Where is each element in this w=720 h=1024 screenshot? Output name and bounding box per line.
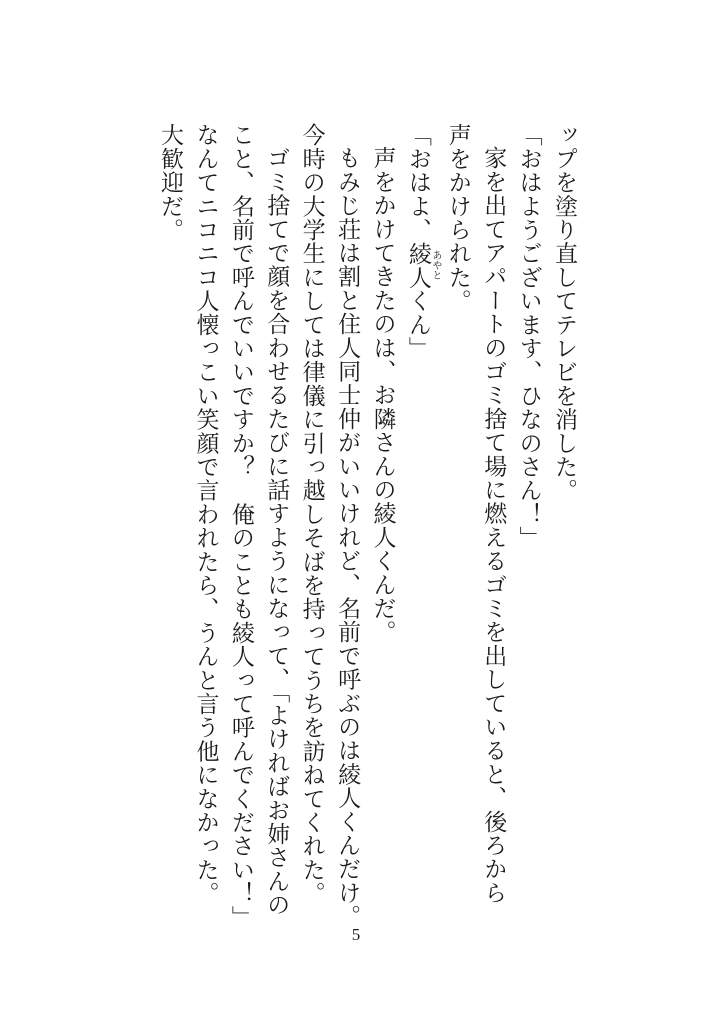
text-line: ップを塗り直してテレビを消した。: [552, 123, 577, 503]
text-line: ゴミ捨てで顔を合わせるたびに話すようになって、「よければお姉さんの: [264, 146, 290, 917]
text-line: 大歓迎だ。: [158, 123, 184, 242]
text-line: 「おはよ、綾人 あやとくん」: [405, 123, 441, 361]
text-line: 声をかけられた。: [445, 123, 471, 313]
text-line: もみじ荘は割と住人同士仲がいいけれど、名前で呼ぶのは綾人くんだけ。: [335, 146, 361, 929]
text-block: [153, 123, 582, 929]
text-line: 家を出てアパートのゴミ捨て場に燃えるゴミを出していると、後ろから: [481, 146, 507, 905]
page-number: 5: [351, 925, 361, 944]
text-line: 今時の大学生にしては律儀に引っ越しそばを持ってうちを訪ねてくれた。: [299, 123, 325, 906]
text-line: 声をかけてきたのは、お隣さんの綾人くんだ。: [370, 146, 396, 644]
furigana: あやと: [429, 241, 441, 289]
text-line: こと、名前で呼んでいいですか？ 俺のことも綾人って呼んでください！」: [228, 123, 254, 929]
text-line: 「おはようございます、ひなのさん！」: [516, 123, 542, 550]
text-line: なんてニコニコ人懐っこい笑顔で言われたら、うんと言う他になかった。: [193, 123, 219, 906]
ruby-word: 綾人 あやと: [405, 241, 441, 289]
